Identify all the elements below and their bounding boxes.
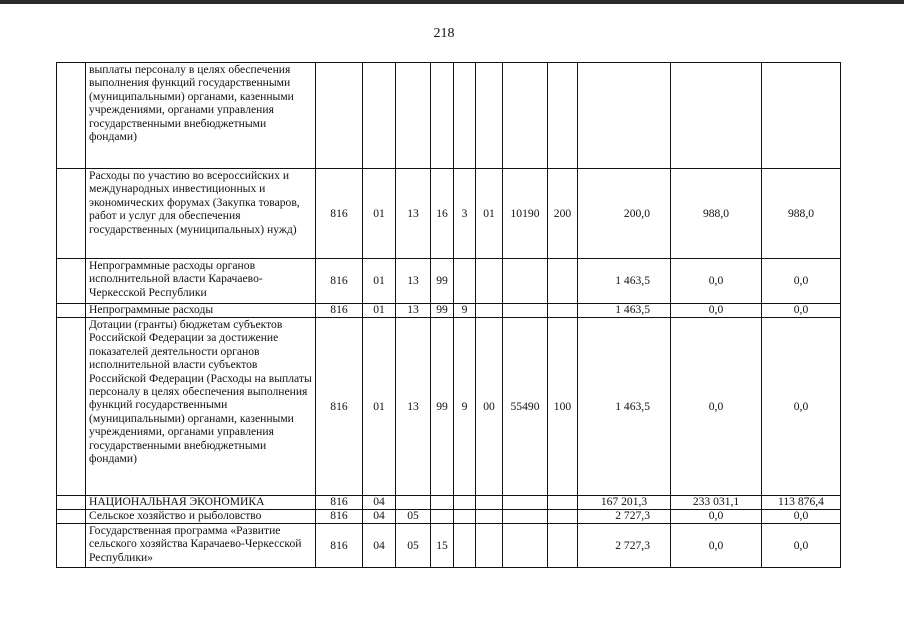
table-row — [57, 318, 841, 496]
amount-1 — [578, 63, 671, 169]
table-row — [57, 63, 841, 169]
main-event-code: 01 — [476, 169, 503, 259]
program-code — [431, 510, 454, 524]
expense-type-code — [548, 524, 578, 568]
budget-table — [56, 62, 841, 568]
amount-3: 0,0 — [762, 259, 841, 304]
ministry-code: 816 — [316, 510, 363, 524]
amount-3: 988,0 — [762, 169, 841, 259]
subsection-code: 13 — [396, 259, 431, 304]
amount-3: 0,0 — [762, 510, 841, 524]
blank-cell — [57, 169, 86, 259]
ministry-code: 816 — [316, 318, 363, 496]
row-name: Непрограммные расходы — [86, 304, 316, 318]
row-name: НАЦИОНАЛЬНАЯ ЭКОНОМИКА — [86, 496, 316, 510]
blank-cell — [57, 510, 86, 524]
amount-3: 0,0 — [762, 304, 841, 318]
direction-code — [503, 496, 548, 510]
table-row — [57, 304, 841, 318]
blank-cell — [57, 304, 86, 318]
amount-2 — [671, 63, 762, 169]
amount-1: 167 201,3 — [578, 496, 671, 510]
section-code: 04 — [363, 524, 396, 568]
blank-cell — [57, 63, 86, 169]
subsection-code: 13 — [396, 169, 431, 259]
subprogram-code — [454, 63, 476, 169]
amount-1: 2 727,3 — [578, 510, 671, 524]
table-row — [57, 169, 841, 259]
page-number: 218 — [433, 26, 455, 41]
amount-1: 1 463,5 — [578, 318, 671, 496]
amount-3 — [762, 63, 841, 169]
amount-1: 200,0 — [578, 169, 671, 259]
amount-3: 0,0 — [762, 318, 841, 496]
section-code: 01 — [363, 169, 396, 259]
direction-code — [503, 63, 548, 169]
section-code: 01 — [363, 259, 396, 304]
subprogram-code — [454, 496, 476, 510]
main-event-code: 00 — [476, 318, 503, 496]
ministry-code: 816 — [316, 169, 363, 259]
amount-2: 0,0 — [671, 318, 762, 496]
scan-top-edge — [0, 0, 904, 4]
expense-type-code — [548, 259, 578, 304]
main-event-code — [476, 510, 503, 524]
row-name: Расходы по участию во всероссийских и международных инвестиционных и экономических форумах (Закупка товаров, работ и услуг для обеспечения государственных (муниципальных) нужд) — [86, 169, 316, 259]
subprogram-code: 9 — [454, 318, 476, 496]
amount-2: 0,0 — [671, 259, 762, 304]
amount-1: 2 727,3 — [578, 524, 671, 568]
subprogram-code: 9 — [454, 304, 476, 318]
amount-2: 988,0 — [671, 169, 762, 259]
main-event-code — [476, 259, 503, 304]
row-name: Государственная программа «Развитие сельского хозяйства Карачаево-Черкесской Республики» — [86, 524, 316, 568]
program-code: 99 — [431, 259, 454, 304]
section-code — [363, 63, 396, 169]
subsection-code: 05 — [396, 524, 431, 568]
amount-3: 0,0 — [762, 524, 841, 568]
subsection-code: 05 — [396, 510, 431, 524]
expense-type-code — [548, 496, 578, 510]
amount-2: 0,0 — [671, 524, 762, 568]
expense-type-code — [548, 304, 578, 318]
direction-code — [503, 259, 548, 304]
table-row — [57, 510, 841, 524]
ministry-code: 816 — [316, 259, 363, 304]
blank-cell — [57, 496, 86, 510]
subsection-code — [396, 496, 431, 510]
subprogram-code — [454, 259, 476, 304]
row-name: выплаты персоналу в целях обеспечения выполнения функций государственными (муниципальными) органами, казенными учреждениями, органами управления государственными внебюджетными фондами) — [86, 63, 316, 169]
ministry-code — [316, 63, 363, 169]
blank-cell — [57, 259, 86, 304]
subprogram-code: 3 — [454, 169, 476, 259]
subsection-code: 13 — [396, 304, 431, 318]
subsection-code — [396, 63, 431, 169]
expense-type-code — [548, 510, 578, 524]
amount-3: 113 876,4 — [762, 496, 841, 510]
table-row — [57, 259, 841, 304]
program-code: 99 — [431, 318, 454, 496]
expense-type-code: 100 — [548, 318, 578, 496]
amount-2: 0,0 — [671, 304, 762, 318]
main-event-code — [476, 304, 503, 318]
subsection-code: 13 — [396, 318, 431, 496]
program-code: 15 — [431, 524, 454, 568]
direction-code — [503, 304, 548, 318]
direction-code — [503, 524, 548, 568]
amount-2: 0,0 — [671, 510, 762, 524]
direction-code: 55490 — [503, 318, 548, 496]
expense-type-code: 200 — [548, 169, 578, 259]
row-name: Непрограммные расходы органов исполнительной власти Карачаево-Черкесской Республики — [86, 259, 316, 304]
main-event-code — [476, 63, 503, 169]
amount-2: 233 031,1 — [671, 496, 762, 510]
direction-code — [503, 510, 548, 524]
table-row — [57, 496, 841, 510]
subprogram-code — [454, 510, 476, 524]
amount-1: 1 463,5 — [578, 259, 671, 304]
section-code: 01 — [363, 304, 396, 318]
section-code: 04 — [363, 510, 396, 524]
program-code: 16 — [431, 169, 454, 259]
ministry-code: 816 — [316, 496, 363, 510]
blank-cell — [57, 318, 86, 496]
ministry-code: 816 — [316, 524, 363, 568]
main-event-code — [476, 496, 503, 510]
expense-type-code — [548, 63, 578, 169]
program-code — [431, 63, 454, 169]
ministry-code: 816 — [316, 304, 363, 318]
direction-code: 10190 — [503, 169, 548, 259]
table-row — [57, 524, 841, 568]
row-name: Дотации (гранты) бюджетам субъектов Российской Федерации за достижение показателей деятельности органов исполнительной власти субъектов Российской Федерации (Расходы на выплаты персоналу в целях обеспечения выполнения функций государственными (муниципальными) органами, казенными учреждениями, органами управления государственными внебюджетными фондами) — [86, 318, 316, 496]
section-code: 01 — [363, 318, 396, 496]
program-code — [431, 496, 454, 510]
section-code: 04 — [363, 496, 396, 510]
subprogram-code — [454, 524, 476, 568]
row-name: Сельское хозяйство и рыболовство — [86, 510, 316, 524]
program-code: 99 — [431, 304, 454, 318]
blank-cell — [57, 524, 86, 568]
main-event-code — [476, 524, 503, 568]
amount-1: 1 463,5 — [578, 304, 671, 318]
